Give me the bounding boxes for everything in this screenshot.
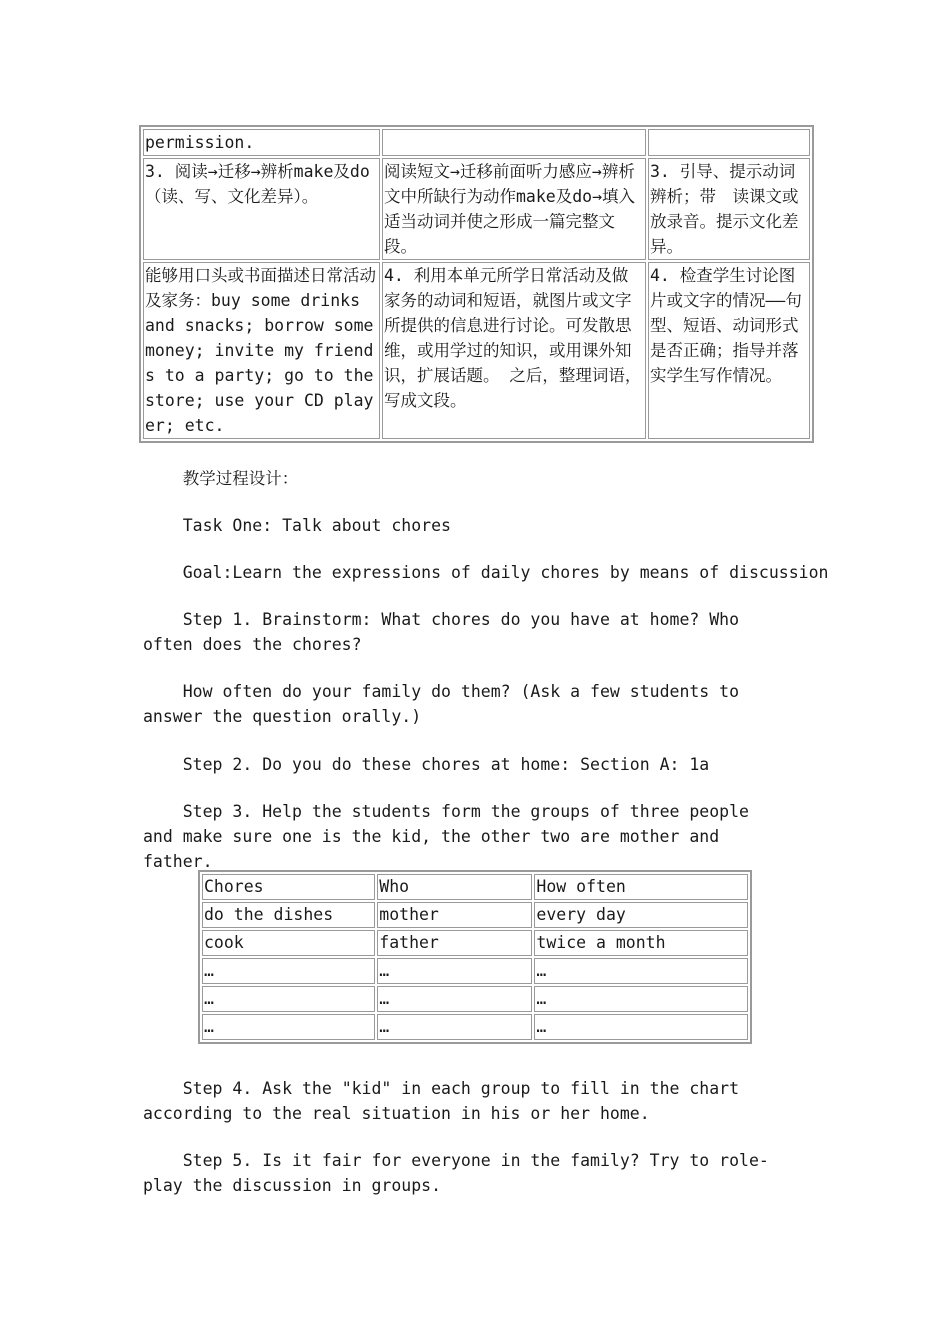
table-row xyxy=(143,129,810,156)
table-cell: 3. 阅读→迁移→辨析make及do（读、写、文化差异）。 xyxy=(143,158,380,260)
table-cell: do the dishes xyxy=(202,902,375,928)
table-cell xyxy=(648,129,810,156)
table-cell: father xyxy=(377,930,532,956)
table-cell: … xyxy=(377,1014,532,1040)
table-cell: cook xyxy=(202,930,375,956)
step-1: Step 1. Brainstorm: What chores do you have at home? Who often does the chores? xyxy=(143,610,749,654)
step-4: Step 4. Ask the "kid" in each group to fill in the chart according to the real situation in his or her home. xyxy=(143,1079,749,1123)
table-cell: 能够用口头或书面描述日常活动及家务：buy some drinks and snacks; borrow some money; invite my friends to a party; go to the store; use your CD player; etc. xyxy=(143,262,380,439)
column-header: Chores xyxy=(202,874,375,900)
column-header: Who xyxy=(377,874,532,900)
table-cell: … xyxy=(202,1014,375,1040)
table-cell: … xyxy=(377,986,532,1012)
chores-table xyxy=(198,870,752,1044)
goal-text: Goal:Learn the expressions of daily chores by means of discussion xyxy=(143,563,829,582)
table-cell: … xyxy=(534,1014,748,1040)
table-cell: … xyxy=(202,958,375,984)
step-1-followup: How often do your family do them? (Ask a few students to answer the question orally.) xyxy=(143,682,749,726)
table-cell: mother xyxy=(377,902,532,928)
table-row xyxy=(202,958,748,984)
activity-table xyxy=(139,125,814,443)
table-cell: twice a month xyxy=(534,930,748,956)
task-title: Task One: Talk about chores xyxy=(143,516,451,535)
step-2: Step 2. Do you do these chores at home: Section A: 1a xyxy=(143,755,710,774)
table-cell: … xyxy=(202,986,375,1012)
table-cell: 阅读短文→迁移前面听力感应→辨析文中所缺行为动作make及do→填入适当动词并使之形成一篇完整文段。 xyxy=(382,158,646,260)
table-cell xyxy=(382,129,646,156)
table-row xyxy=(202,986,748,1012)
table-cell: permission. xyxy=(143,129,380,156)
step-3: Step 3. Help the students form the groups of three people and make sure one is the kid, the other two are mother and father. xyxy=(143,802,759,871)
table-cell: … xyxy=(377,958,532,984)
table-row xyxy=(202,1014,748,1040)
table-row xyxy=(202,930,748,956)
table-header-row xyxy=(202,874,748,900)
table-row xyxy=(202,902,748,928)
step-5: Step 5. Is it fair for everyone in the family? Try to role-play the discussion in groups. xyxy=(143,1151,769,1195)
table-cell: every day xyxy=(534,902,748,928)
table-cell: … xyxy=(534,958,748,984)
table-row xyxy=(143,158,810,260)
table-row xyxy=(143,262,810,439)
column-header: How often xyxy=(534,874,748,900)
table-cell: 4. 利用本单元所学日常活动及做家务的动词和短语，就图片或文字所提供的信息进行讨论。可发散思维，或用学过的知识，或用课外知识，扩展话题。 之后，整理词语，写成文段。 xyxy=(382,262,646,439)
design-heading: 教学过程设计： xyxy=(143,469,299,488)
table-cell: … xyxy=(534,986,748,1012)
table-cell: 4. 检查学生讨论图片或文字的情况——句型、短语、动词形式是否正确；指导并落实学生写作情况。 xyxy=(648,262,810,439)
table-cell: 3. 引导、提示动词辨析；带 读课文或放录音。提示文化差异。 xyxy=(648,158,810,260)
